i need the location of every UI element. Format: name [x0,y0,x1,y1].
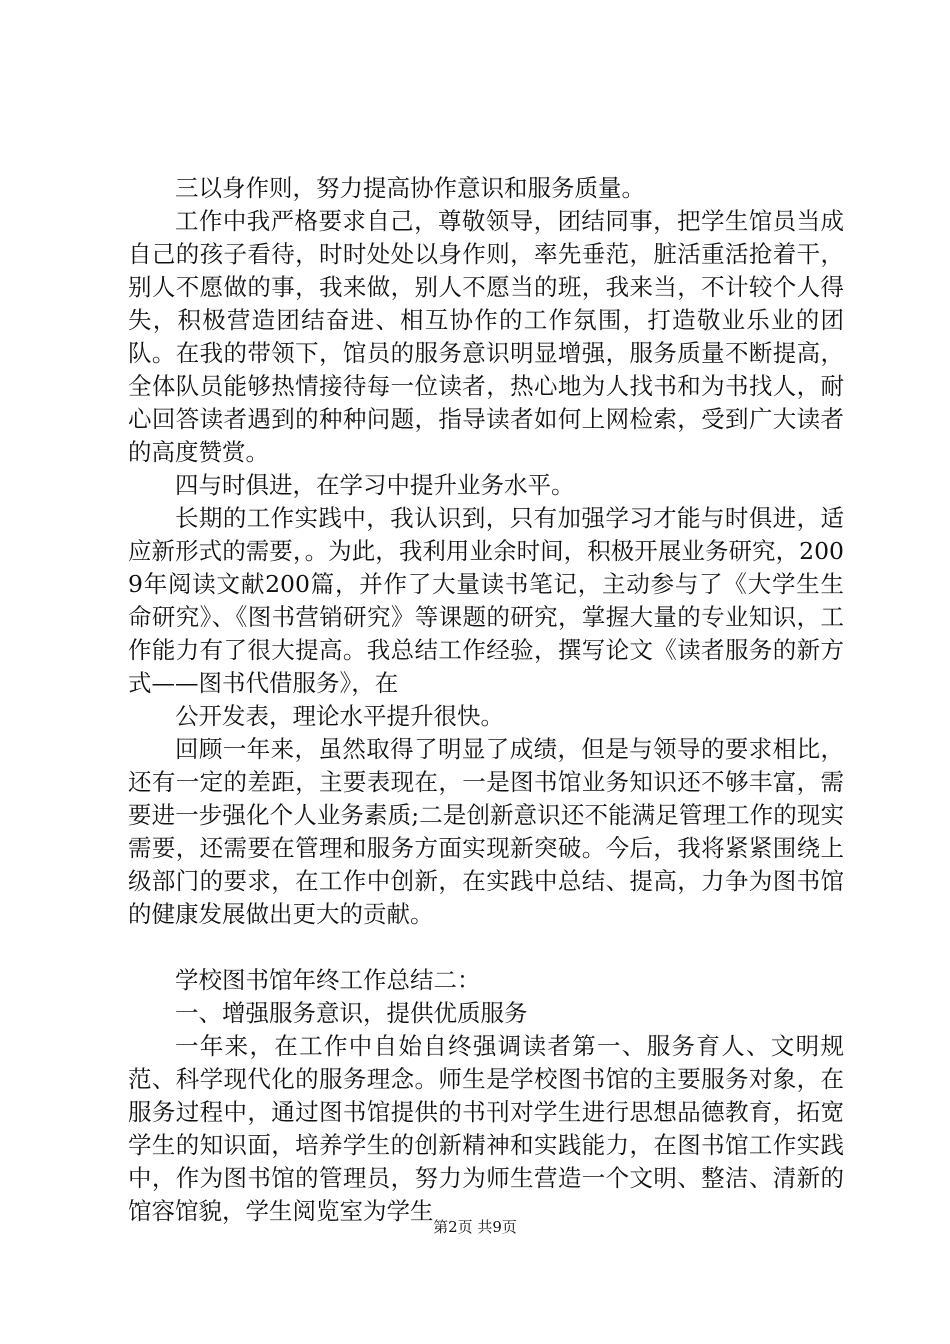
document-body [128,172,844,1228]
paragraph-heading-4: 四与时俱进，在学习中提升业务水平。 [175,471,575,499]
paragraph-body: 一年来，在工作中自始自终强调读者第一、服务育人、文明规范、科学现代化的服务理念。师生是学校图书馆的主要服务对象，在服务过程中，通过图书馆提供的书刊对学生进行思想品德教育，拓宽学生的知识面，培养学生的创新精神和实践能力，在图书馆工作实践中，作为图书馆的管理员，努力为师生营造一个文明、整洁、清新的馆容馆貌，学生阅览室为学生 [128,1032,844,1225]
paragraph-body: 公开发表，理论水平提升很快。 [175,702,504,730]
page-number-footer: 第2页 共9页 [433,1218,517,1236]
section-title: 学校图书馆年终工作总结二： [175,966,481,994]
paragraph-heading-3: 三以身作则，努力提高协作意识和服务质量。 [175,174,645,202]
paragraph-body: 长期的工作实践中，我认识到，只有加强学习才能与时俱进，适应新形式的需要，。为此，我利用业余时间，积极开展业务研究，2009年阅读文献200篇，并作了大量读书笔记，主动参与了《大学生生命研究》、《图书营销研究》等课题的研究，掌握大量的专业知识，工作能力有了很大提高。我总结工作经验，撰写论文《读者服务的新方式——图书代借服务》，在 [128,504,844,697]
paragraph-body: 回顾一年来，虽然取得了明显了成绩，但是与领导的要求相比，还有一定的差距，主要表现在，一是图书馆业务知识还不够丰富，需要进一步强化个人业务素质;二是创新意识还不能满足管理工作的现实需要，还需要在管理和服务方面实现新突破。今后，我将紧紧围绕上级部门的要求，在工作中创新，在实践中总结、提高，力争为图书馆的健康发展做出更大的贡献。 [128,735,844,928]
paragraph-body: 工作中我严格要求自己，尊敬领导，团结同事，把学生馆员当成自己的孩子看待，时时处处以身作则，率先垂范，脏活重活抢着干，别人不愿做的事，我来做，别人不愿当的班，我来当，不计较个人得失，积极营造团结奋进、相互协作的工作氛围，打造敬业乐业的团队。在我的带领下，馆员的服务意识明显增强，服务质量不断提高，全体队员能够热情接待每一位读者，热心地为人找书和为书找人，耐心回答读者遇到的种种问题，指导读者如何上网检索，受到广大读者的高度赞赏。 [128,207,844,466]
paragraph-heading-1: 一、增强服务意识，提供优质服务 [175,999,528,1027]
